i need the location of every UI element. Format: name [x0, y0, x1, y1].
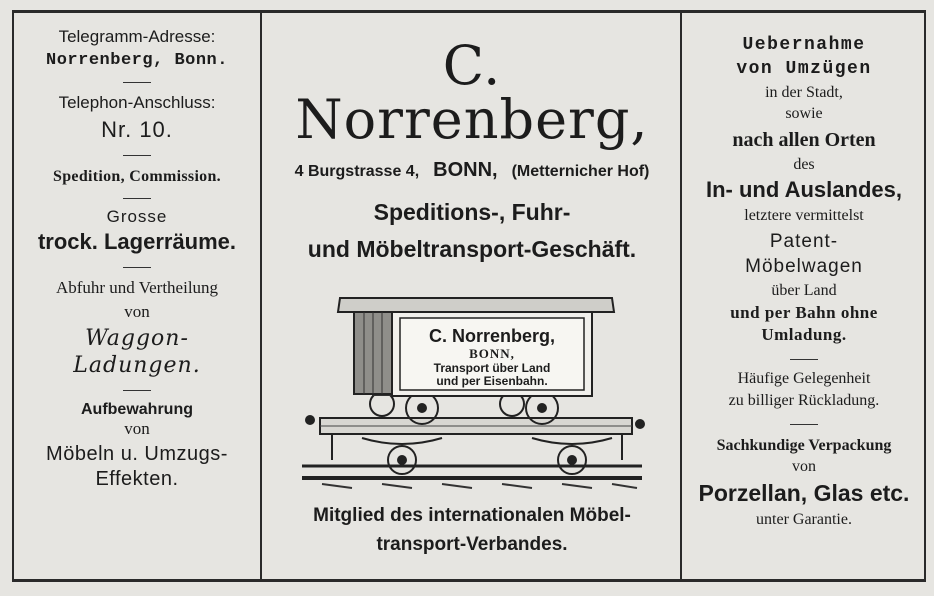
- right-line16: Sachkundige Verpackung: [716, 436, 892, 454]
- right-line13: Umladung.: [761, 325, 847, 345]
- divider: [123, 198, 151, 199]
- wagon-firm-name: C. Norrenberg,: [428, 325, 556, 346]
- right-line15: zu billiger Rückladung.: [728, 392, 880, 409]
- furniture-wagon-illustration: [292, 288, 652, 498]
- right-line4: sowie: [785, 105, 823, 123]
- right-line1: Uebernahme: [742, 35, 866, 55]
- wagon-line2: und per Eisenbahn.: [436, 373, 548, 388]
- wagon-city: BONN,: [469, 345, 515, 361]
- divider: [123, 82, 151, 83]
- business-description: [308, 194, 636, 268]
- von-text: von: [124, 419, 150, 438]
- furniture-line2: Effekten.: [95, 468, 179, 490]
- right-line11: über Land: [771, 281, 837, 299]
- advertisement-frame: [12, 10, 926, 582]
- right-column: [684, 13, 924, 579]
- telegram-label: Telegramm-Adresse:: [58, 27, 216, 46]
- right-line6: des: [793, 155, 815, 173]
- business-line2: und Möbeltransport-Geschäft.: [307, 235, 637, 262]
- divider: [123, 155, 151, 156]
- right-line10: Möbelwagen: [745, 256, 863, 278]
- phone-label: Telephon-Anschluss:: [58, 93, 216, 112]
- right-line5: nach allen Orten: [732, 128, 876, 151]
- wagon-line1: Transport über Land: [433, 360, 551, 375]
- membership-text: [313, 502, 631, 559]
- phone-value: Nr. 10.: [101, 117, 173, 142]
- middle-column: [264, 13, 682, 579]
- right-line19: unter Garantie.: [756, 510, 852, 528]
- keeping-text: Aufbewahrung: [81, 401, 193, 418]
- address-line: [264, 159, 680, 182]
- left-column: [14, 13, 262, 579]
- storage-small: Grosse: [106, 207, 168, 226]
- divider: [790, 359, 818, 360]
- right-line7: In- und Auslandes,: [706, 177, 902, 203]
- firm-name: C. Norrenberg,: [295, 34, 649, 151]
- right-line8: letztere vermittelst: [744, 207, 864, 225]
- divider: [123, 267, 151, 268]
- right-line12: und per Bahn ohne: [730, 302, 878, 322]
- right-line18: Porzellan, Glas etc.: [698, 479, 910, 506]
- wagon-loads-1: Waggon-: [85, 326, 189, 351]
- von-text: von: [124, 302, 150, 321]
- telegram-value: Norrenberg, Bonn.: [46, 51, 228, 70]
- member-line2: transport-Verbandes.: [376, 533, 568, 555]
- right-line17: von: [792, 458, 816, 476]
- services-text: Spedition, Commission.: [53, 168, 221, 185]
- city: BONN,: [433, 159, 498, 181]
- street: 4 Burgstrasse 4,: [294, 163, 420, 180]
- business-line1: Speditions-, Fuhr-: [373, 199, 571, 225]
- member-line1: Mitglied des internationalen Möbel-: [313, 505, 631, 526]
- removal-text: Abfuhr und Vertheilung: [55, 278, 219, 297]
- right-line2: von Umzügen: [736, 59, 872, 80]
- divider: [123, 390, 151, 391]
- divider: [790, 424, 818, 425]
- wagon-loads-2: Ladungen.: [73, 353, 201, 378]
- right-line3: in der Stadt,: [765, 83, 843, 101]
- furniture-line1: Möbeln u. Umzugs-: [46, 443, 228, 465]
- right-line14: Häufige Gelegenheit: [737, 370, 871, 388]
- venue: (Metternicher Hof): [511, 163, 650, 180]
- right-line9: Patent-: [769, 230, 839, 252]
- storage-big: trock. Lagerräume.: [37, 229, 237, 254]
